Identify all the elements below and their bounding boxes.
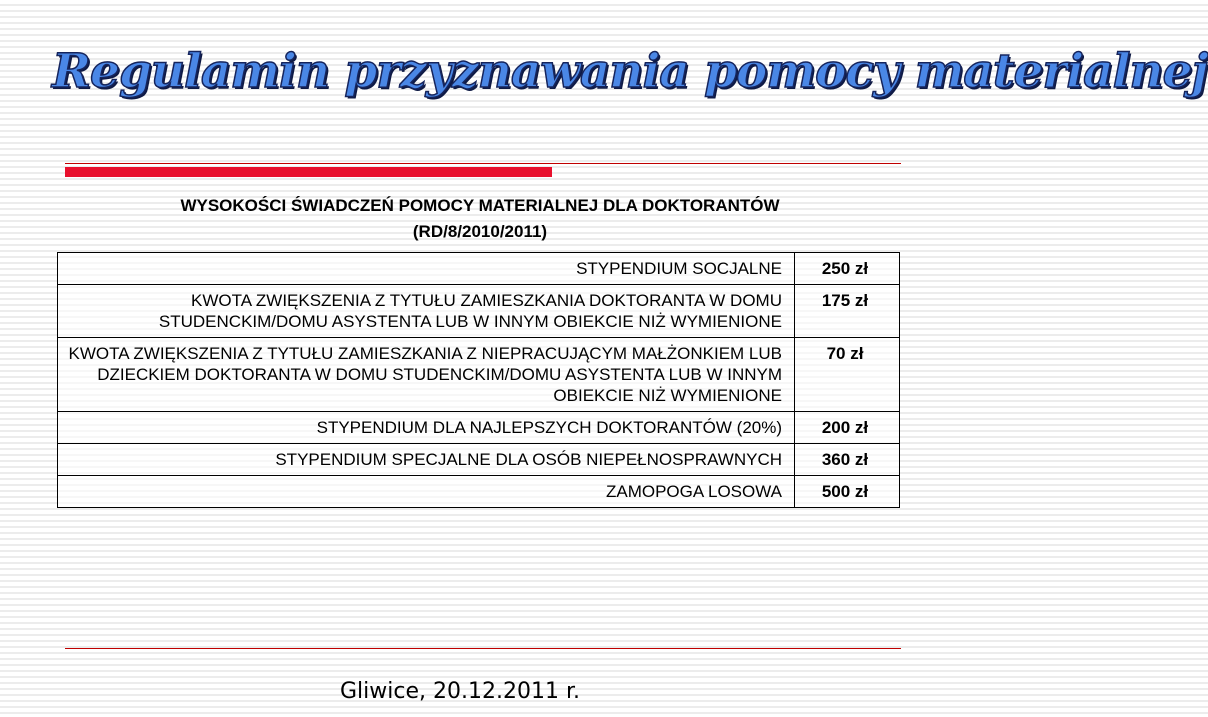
benefit-description: STYPENDIUM SOCJALNE: [58, 253, 795, 285]
accent-bar: [65, 167, 552, 177]
footer-divider: [65, 648, 901, 649]
benefit-description: STYPENDIUM DLA NAJLEPSZYCH DOKTORANTÓW (20%): [58, 412, 795, 444]
table-row: [58, 444, 900, 476]
benefit-description: KWOTA ZWIĘKSZENIA Z TYTUŁU ZAMIESZKANIA Z NIEPRACUJĄCYM MAŁŻONKIEM LUB DZIECKIEM DOKTORANTA W DOMU STUDENCKIM/DOMU ASYSTENTA LUB W INNYM OBIEKCIE NIŻ WYMIENIONE: [58, 338, 795, 412]
document-subtitle: [60, 193, 900, 245]
subtitle-line-2: (RD/8/2010/2011): [412, 222, 548, 241]
benefit-amount: 175 zł: [795, 285, 900, 338]
table-row: [58, 476, 900, 508]
header-divider: [65, 163, 901, 164]
benefit-amount: 70 zł: [795, 338, 900, 412]
benefit-amount: 500 zł: [795, 476, 900, 508]
table-row: [58, 285, 900, 338]
benefit-amount: 250 zł: [795, 253, 900, 285]
subtitle-line-1: WYSOKOŚCI ŚWIADCZEŃ POMOCY MATERIALNEJ DLA DOKTORANTÓW: [180, 196, 780, 215]
benefit-amount: 200 zł: [795, 412, 900, 444]
benefit-description: KWOTA ZWIĘKSZENIA Z TYTUŁU ZAMIESZKANIA DOKTORANTA W DOMU STUDENCKIM/DOMU ASYSTENTA LUB W INNYM OBIEKCIE NIŻ WYMIENIONE: [58, 285, 795, 338]
table-row: [58, 338, 900, 412]
page-title: Regulamin przyznawania pomocy materialnej: [52, 44, 1208, 99]
benefits-table: [57, 252, 900, 508]
table-row: [58, 412, 900, 444]
benefit-description: STYPENDIUM SPECJALNE DLA OSÓB NIEPEŁNOSPRAWNYCH: [58, 444, 795, 476]
benefit-amount: 360 zł: [795, 444, 900, 476]
benefit-description: ZAMOPOGA LOSOWA: [58, 476, 795, 508]
footer-date: Gliwice, 20.12.2011 r.: [340, 679, 580, 704]
table-row: [58, 253, 900, 285]
